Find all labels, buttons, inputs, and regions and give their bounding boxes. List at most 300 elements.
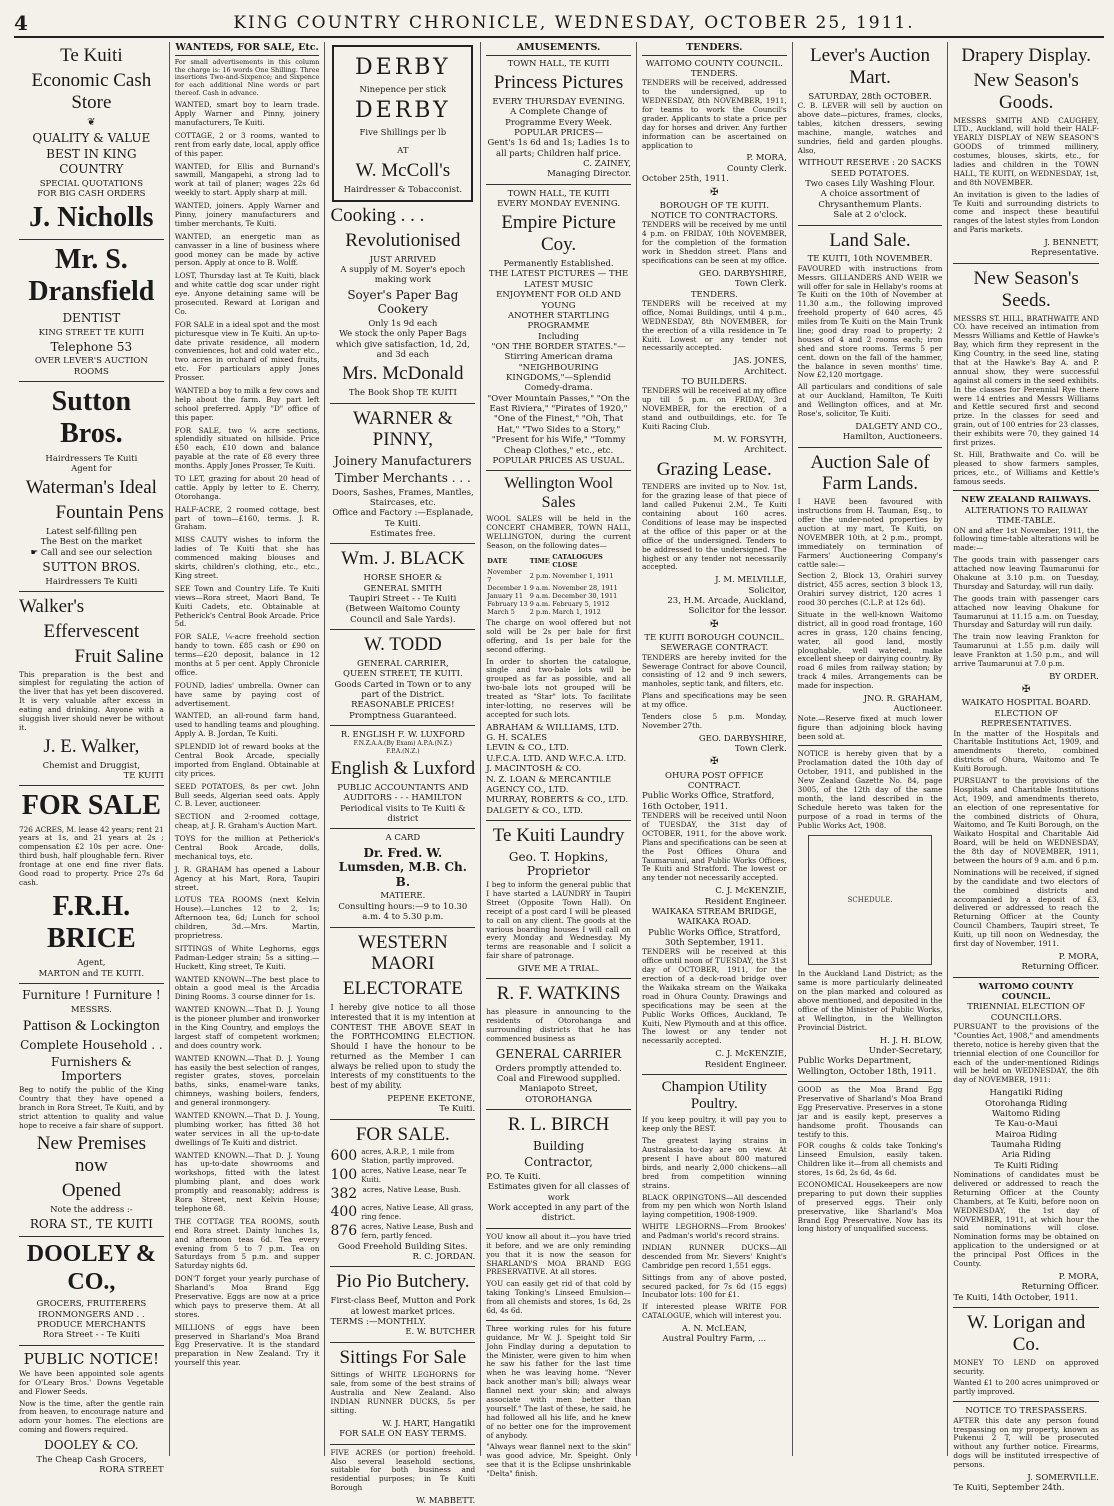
divider (19, 591, 164, 592)
table-cell: November 1, 1911 (552, 572, 614, 581)
ad-line: Representative. (1031, 248, 1099, 259)
ad-line: GEO. DARBYSHIRE, (698, 268, 787, 279)
ad-name: WARNER & PINNY, (352, 407, 453, 451)
ad-line: Managing Director. (547, 169, 631, 180)
ad-body: Nominations of candidates must be delivered or addressed to reach the Returning Officer at the County Chambers, at Te Kuiti, before noon on WEDNESDAY, the 1st day of NOVEMBER, 1911, at which hour the said nominations will close. Nomination forms may be obtained on application to the undersigned or at the principal Post Offices in the County. (953, 1170, 1099, 1269)
divider (486, 184, 631, 185)
classified-ad: WANTED, an all-round farm hand, used to handling teams and ploughing. Apply A. B. Jordan, Te Kuiti. (174, 711, 320, 739)
ad-body: 726 ACRES, M. lease 42 years; rent 21 years at 1s, and 21 years at 2s ; compensation £2 10s per acre. One-third bush, half ploughable fern. River frontage at one end fine river flats. Good road to property. Price 27s 6d cash. (19, 824, 164, 887)
ad-line: BOROUGH OF TE KUITI. (659, 200, 769, 211)
classified-ad: LOTUS TEA ROOMS (next Kelvin House).—Lunches 12 to 2, 1s; Afternoon tea, 6d; Lunch for school children, 3d.—Mrs. Martin, proprietress. (174, 895, 320, 940)
ad-line: Rora Street - - Te Kuiti (42, 1330, 140, 1341)
table-cell: March 1, 1912 (552, 608, 601, 617)
table-cell: February 5, 1912 (552, 600, 610, 609)
ad-body: Now is the time, after the gentle rain from heaven, to encourage nature and adorn your homes. The elections are coming and flowers required. (19, 1398, 164, 1435)
table-cell: 9 a.m. (529, 584, 551, 593)
classified-ad: COTTAGE, 2 or 3 rooms, wanted to rent from early date, local, apply office of this paper. (174, 130, 320, 158)
divider (798, 1081, 943, 1082)
for-sale-row (330, 1148, 475, 1166)
ad-line: TE KUITI, 10th NOVEMBER. (807, 254, 933, 265)
ad-line: A CARD (385, 833, 421, 844)
ad-line: TERMS :—MONTHLY. (330, 1316, 426, 1327)
ad-name: DOOLEY & CO. (44, 1438, 139, 1453)
ad-body: WOOL SALES will be held in the CONCERT CHAMBER, TOWN HALL, WELLINGTON, during the current Season, on the following dates— (486, 514, 631, 550)
ad-line: GENERAL SMITH (363, 583, 443, 594)
ad-line: OHURA POST OFFICE CONTRACT. (665, 770, 764, 792)
divider (798, 745, 943, 746)
ad-heading: W. Lorigan and Co. (967, 1312, 1086, 1355)
ad-line: WITHOUT RESERVE : 20 SACKS SEED POTATOES. (798, 158, 942, 179)
ad-line: The Best on the market (40, 537, 143, 548)
ad-line: MARTON and TE KUITI. (38, 968, 145, 979)
ad-name: Sutton Bros. (51, 386, 132, 450)
ad-line: Architect. (744, 366, 787, 377)
ad-body: An invitation is given to the ladies of Te Kuiti and surrounding districts to come and inspect these beautiful ranges of the latest styles from London and Paris markets. (953, 189, 1099, 235)
ad-line: Gent's 1s 6d and 1s; Ladies 1s to all parts; Children half price. (487, 138, 630, 159)
ad-line: PEPENE EKETONE, (387, 1093, 476, 1104)
ad-line: A Complete Change of Programme Every Week. (505, 107, 613, 128)
ad-body: MESSRS ST. HILL, BRATHWAITE AND CO. have received an intimation from Messrs Williams and Kettle of Hawke's Bay, which firm they represent in the King Country, in the seed line, stating that at the Hawke's Bay A. and P. annual show, they were successful against all comers in the seed exhibits. In the classes for Perennial Rye there were 14 entries and Messrs Williams and Kettle secured first and second prize. In the classes for seed and grain, out of 100 entries for 23 classes, their exhibits were 70, they gained 14 first prizes. (953, 313, 1099, 447)
ad-name: Wm. J. BLACK (341, 548, 465, 570)
ad-line: PUBLIC ACCOUNTANTS AND (337, 782, 469, 793)
ad-body: Sittings from any of above posted, secured packed, for 7s 6d (15 eggs) Incubator lots: 100 for £1. (641, 1272, 787, 1300)
ad-line: Office and Factory :—Esplanade, Te Kuiti. (332, 508, 474, 529)
column-heading: AMUSEMENTS. (486, 42, 631, 56)
riding-item: Taumaha Riding (991, 1140, 1062, 1151)
ad-line: Furnishers & Importers (50, 1054, 132, 1084)
ad-line: SEWERAGE CONTRACT. (660, 643, 769, 654)
ad-line: SUTTON BROS. (42, 560, 141, 575)
classified-ad: FOR SALE, two ¼ acre sections, splendidly situated on hillside. Price £50 each, £10 down and balance payable at the rate of £8 every three months. Apply Jones Prosser, Te Kuiti. (174, 425, 320, 471)
ad-line: Returning Officer. (1021, 1282, 1099, 1293)
ad-body: FOR coughs & colds take Tonking's Linseed Emulsion, easily taken. Children like it—from all chemists and stores, 1s 6d, 2s 6d, 4s 6d. (797, 1141, 943, 1178)
classified-ad: HALF-ACRE, 2 roomed cottage, best part of town—£160, terms. J. R. Graham. (174, 504, 320, 532)
acre-count: 400 (330, 1204, 358, 1221)
acre-desc: acres, A.R.P., 1 mile from Station, partly improved. (361, 1147, 455, 1166)
divider (330, 403, 475, 404)
divider (19, 983, 164, 984)
ad-line: Town Clerk. (734, 279, 787, 290)
ad-body: The train now leaving Frankton for Taumarunui at 1.55 p.m. daily will leave Frankton at 1.50 p.m., and will arrive Taumarunui at 7.0 p.m. (953, 632, 1099, 668)
ad-heading: Cooking . . . (330, 204, 425, 226)
classified-ad: THE COTTAGE TEA ROOMS, south end Rora street. Dainty lunches 1s, and afternoon teas 6d. Tea every evening from 5 to 7 p.m. Tea on Saturdays from 5 p.m. and supper Saturday nights 6d. (174, 1216, 320, 1271)
ad-body: TENDERS will be received at my office, Nomai Buildings, until 4 p.m., WEDNESDAY, 8th NOVEMBER, for the erection of a villa residence in Te Kuiti. Lowest or any tender not necessarily accepted. (641, 298, 787, 353)
ad-line: G. H. SCALES (486, 733, 548, 744)
ad-line: Permanently Established. (503, 259, 614, 270)
ad-body: AFTER this date any person found trespassing on my property, known as Pukenui 2 T, will be prosecuted without any further notice. Firearms, dogs will be instituted irrespective of persons. (953, 1415, 1099, 1470)
ad-line: C. ZAINEY, (583, 158, 631, 169)
ad-line: FOR SALE ON EASY TERMS. (339, 1429, 467, 1440)
ad-line: Latest self-filling pen (45, 526, 137, 537)
ad-heading: Drapery Display. (961, 45, 1091, 66)
ad-line: MATIERE. (380, 891, 426, 902)
ad-body: Wanted £1 to 200 acres unimproved or partly improved. (953, 1378, 1099, 1397)
ad-line: Agent, (77, 958, 106, 969)
ad-body: INDIAN RUNNER DUCKS—All descended from Mr. Sievers' Knight's Cambridge pen record 1,551 eggs. (641, 1242, 787, 1270)
classified-ad: MISS CAUTY wishes to inform the ladies of Te Kuiti that she has commenced making blouses and skirts, children's clothing, etc., etc., King street. (174, 535, 320, 580)
ad-line: GROCERS, FRUITERERS (36, 1299, 147, 1310)
ad-line: Te Kuiti, 14th October, 1911. (953, 1292, 1079, 1303)
ad-heading: Revolutionised (345, 229, 461, 251)
ad-body: If you keep poultry, it will pay you to keep only the BEST. (641, 1115, 787, 1134)
article-body: Three working rules for his future guidance, Mr W. J. Speight told Sir John Findlay during a deputation to the Minister, were given to him when he saw his father for the last time when he was leaving home. "Never back another man's bill; always wear flannel next your skin; and always associate with men better than yourself." The last of these, he said, he had followed all his life, and he knew of no better one for the improvement of anybody. (486, 1323, 631, 1440)
ad-heading: Te Kuiti Laundry (492, 825, 625, 846)
ad-line: C. J. McKENZIE, (715, 886, 787, 897)
ad-line: Consulting hours:—9 to 10.30 a.m. 4 to 5.30 p.m. (338, 901, 468, 923)
ad-heading: Walker's (19, 596, 85, 618)
ad-line: THE LATEST PICTURES — THE LATEST MUSIC (488, 269, 629, 290)
ad-line: KING STREET TE KUITI (38, 327, 145, 338)
crest-icon: ✠ (710, 756, 719, 768)
classified-ad: FOR SALE in a ideal spot and the most picturesque view in Te Kuiti. An up-to-date private residence, all modern conveniences, hot and cold water etc., two acres in orchard of mixed fruits, etc. For particulars apply Jones Prosser. (174, 319, 320, 383)
derby-ad (332, 45, 473, 202)
ad-body: St. Hill, Brathwaite and Co. will be pleased to show farmers samples, prices, etc., of Williams and Kettle's famous seeds. (953, 449, 1099, 486)
ad-line: Hairdresser & Tobacconist. (343, 184, 463, 195)
ad-line: LEVIN & CO., LTD. (486, 743, 569, 754)
ad-name: Mr. S. Dransfield (28, 243, 155, 307)
divider (19, 381, 164, 382)
table-header (486, 554, 631, 570)
ad-line: C. J. McKENZIE, (715, 1049, 787, 1060)
ad-line: JNO. R. GRAHAM, (863, 694, 943, 704)
crest-icon: ✠ (710, 618, 719, 630)
column-1 (14, 42, 170, 1476)
ad-line: Public Works Office, Stratford, 16th October, 1911. (641, 791, 775, 812)
riding-item: Hangatiki Riding (989, 1088, 1063, 1099)
ad-line: WAIKATO HOSPITAL BOARD. (961, 698, 1091, 709)
ad-body: In the Auckland Land District; as the same is more particularly delineated on the plan marked and coloured as above mentioned, and deposited in the office of the Minister of Public Works, at Wellington, in the Wellington Provincial District. (797, 969, 943, 1032)
ad-line: ENJOYMENT FOR OLD AND YOUNG (496, 290, 621, 311)
for-sale-row (330, 1167, 475, 1185)
divider (330, 1342, 475, 1343)
ad-line: QUEEN STREET, TE KUITI. (342, 669, 463, 680)
table-header-cell: DATE (487, 556, 508, 565)
masthead-title: KING COUNTRY CHRONICLE, WEDNESDAY, OCTOBER 25, 1911. (233, 13, 915, 33)
ad-line: Public Works Office, Stratford, 30th September, 1911. (648, 927, 781, 949)
ad-heading: Sittings For Sale (339, 1346, 467, 1368)
ad-line: First-class Beef, Mutton and Pork at lowest market prices. (330, 1296, 476, 1317)
ad-body: has pleasure in announcing to the residents of Otorohanga and surrounding districts that he has commenced business as (486, 1007, 631, 1043)
column-5 (637, 42, 793, 1456)
classified-ad: WANTED, smart boy to learn trade. Apply Warner and Pinny, joinery manufacturers, Te Kuiti. (174, 100, 320, 127)
ad-heading: WESTERN MAORI (357, 931, 448, 975)
classified-ad: FOR SALE, ¼-acre freehold section handy to town. £85 cash or £90 on terms—£20 deposit, balance in 12 months at 5 per cent. Apply Chronicle office. (174, 632, 320, 677)
ad-body: TENDERS will be received until Noon of TUESDAY, the 31st day of OCTOBER, 1911, for the above work. Plans and specifications can be seen at the Post Offices Ohura and Taumarunui, and Public Works Offices, Te Kuiti and Stratford. The lowest or any tender not necessarily accepted. (641, 811, 787, 883)
riding-item: Te Kau-o-Maui (994, 1119, 1058, 1130)
ad-heading: Waterman's Ideal (25, 477, 157, 499)
riding-item: Aria Riding (1001, 1150, 1051, 1161)
ad-line: H. J. H. BLOW, (879, 1035, 943, 1046)
ad-body: TENDERS are hereby invited for the Sewerage Contract for above Council, consisting of 12 and 9 inch sewers, manholes, septic tank, and filters, etc. (641, 652, 787, 689)
ad-heading: Auction Sale of Farm Lands. (810, 451, 930, 495)
ad-heading: DERBY (355, 55, 451, 80)
ad-line: Under-Secretary, (868, 1046, 943, 1056)
divider (330, 1444, 475, 1445)
riding-item: Waitomo Riding (992, 1108, 1061, 1119)
divider (19, 239, 164, 240)
ad-line: WAITOMO COUNTY COUNCIL. (978, 981, 1074, 1002)
ad-line: Complete Household . . (20, 1038, 163, 1053)
ad-line: WAIKAKA STREAM BRIDGE, WAIKAKA ROAD. (651, 906, 777, 928)
ad-heading: ELECTORATE (342, 978, 463, 1000)
ad-line: P. MORA, (1058, 951, 1099, 962)
ad-heading: Champion Utility Poultry. (661, 1078, 768, 1113)
divider (642, 1074, 787, 1075)
ad-line: Architect. (744, 445, 787, 456)
ad-line: REASONABLE PRICES! (351, 700, 455, 711)
ad-line: Estimates free. (370, 528, 436, 539)
column-7 (948, 42, 1104, 1494)
ad-line: QUALITY & VALUE (32, 130, 151, 145)
ad-name: Pattison & Lockington (23, 1017, 160, 1034)
ad-body: If interested please WRITE FOR CATALOGUE, which will interest you. (641, 1302, 787, 1321)
ad-heading: DERBY (355, 98, 451, 124)
ad-line: POPULAR PRICES— (514, 127, 603, 138)
ad-line: ABRAHAM & WILLIAMS, LTD. (486, 722, 619, 733)
ad-body: C. B. LEVER will sell by auction on above date—pictures, frames, clocks, tables, kitchen dressers, sewing machine, mangle, watches and sundries, field and garden ploughs. Also, (797, 101, 943, 155)
page-number: 4 (14, 11, 28, 35)
ad-line: Promptness Guaranteed. (349, 710, 457, 721)
ad-body: Plans and specifications may be seen at my office. (641, 691, 787, 710)
ad-body: TENDERS will be received at this office until noon of TUESDAY, the 31st day of OCTOBER, 1911, for the erection of a deck-road bridge over the Waikaka stream on the Waikaka road in Ohura County. Drawings and specifications may be seen at the Public Works Offices, Auckland, Te Kuiti, New Plymouth and at this office. The lowest or any tender not necessarily accepted. (641, 947, 787, 1046)
ad-body: MESSRS SMITH AND CAUGHEY, LTD., Auckland, will hold their HALF-YEARLY DISPLAY of NEW SEASON'S GOODS of trimmed millinery, costumes, blouses, skirts, etc., for ladies and children in the TOWN HALL, TE KUITI, on WEDNESDAY, 1st, and 8th NOVEMBER. (953, 115, 1099, 187)
ad-line: NEW ZEALAND RAILWAYS. (961, 495, 1092, 506)
ad-body: The greatest laying strains in Australasia to-day are on view. At present I have about 800 matured birds, and nearly 2,000 chickens—all bred from competition winning strains. (641, 1136, 787, 1190)
table-cell: March 5 (487, 608, 515, 617)
ad-line: Good Freehold Building Sites. (338, 1241, 468, 1252)
classified-ad: SITTINGS of White Leghorns, eggs Padman-Ledger strain; 5s a sitting.—Huckett, King street, Te Kuiti. (174, 943, 320, 971)
column-intro: For small advertisements in this column the charge is: 16 words One Shilling. Three insertions Two-and-Sixpence; and Sixpence for each additional Nine words or part thereof. Cash in advance. (174, 57, 320, 98)
classified-ad: WANTED, joiners. Apply Warner and Pinny, joinery manufacturers and timber merchants, Te Kuiti. (174, 201, 320, 228)
table-cell: December 1 (487, 584, 528, 593)
ad-heading: Empire Picture Coy. (501, 212, 616, 256)
column-6 (793, 42, 949, 1456)
riding-item: Mairoa Riding (995, 1129, 1058, 1140)
acre-desc: acres, Native Lease, All grass, ring fence. (361, 1203, 474, 1221)
ad-line: Hairdressers Te Kuiti (45, 576, 138, 587)
ad-line: GIVE ME A TRIAL. (517, 964, 600, 975)
ad-line: AT (397, 146, 409, 157)
table-row (486, 569, 631, 585)
ad-heading: Pio Pio Butchery. (336, 1271, 470, 1293)
ad-line: Te Kuiti, September 24th. (953, 1483, 1065, 1494)
pointing-hand-icon: ☛ (30, 547, 39, 558)
classified-ad: WANTED KNOWN—The best place to obtain a good meal is the Arcadia Dining Rooms. 3 course dinner for 1s. (174, 974, 320, 1002)
classified-ad: WANTED, an energetic man as canvasser in a line of business where good money can be made by active person. Apply at once to B. Wolff. (174, 231, 320, 268)
ad-heading: FOR SALE (21, 790, 161, 822)
classified-ad: TOYS for the million at Petherick's Central Book Arcade, dolls, mechanical toys, etc. (174, 834, 320, 861)
ad-line: P. MORA, (1058, 1271, 1099, 1282)
table-body (486, 569, 631, 617)
ad-line: MURRAY, ROBERTS & CO., LTD. (486, 795, 629, 806)
ad-body: TENDERS are invited up to Nov. 1st, for the grazing lease of that piece of land called Pukenui 2.M., Te Kuiti containing about 160 acres. Conditions of lease may be inspected at the office of this paper or at the office of the undersigned. Tenders to be addressed to the undersigned. The highest or any tender not necessarily accepted. (641, 482, 787, 572)
acre-count: 876 (330, 1222, 358, 1239)
ad-line: The Cheap Cash Grocers, (36, 1454, 147, 1465)
table-cell: November 7 (487, 568, 522, 585)
ad-line (19, 548, 164, 558)
ad-line: BY ORDER. (1049, 671, 1099, 682)
ad-heading: New Season's Goods. (973, 69, 1079, 113)
crest-icon: ✠ (1022, 684, 1031, 696)
ad-line: W. MABBETT. (416, 1496, 476, 1506)
ad-body: MONEY TO LEND on approved security. (953, 1357, 1099, 1376)
table-row (486, 609, 631, 617)
classified-ad: WANTED, for Ellis and Burnand's sawmill, Mangapehi, a strong lad to work at tail of planer; wages 22s 6d weekly to start. Apply sharp at mill. (174, 161, 320, 198)
ad-name: Mrs. McDonald (342, 363, 464, 385)
for-sale-row (330, 1223, 475, 1241)
ad-line: IRONMONGERS AND . . (38, 1309, 145, 1320)
divider (19, 1236, 164, 1237)
ad-heading: FOR SALE. (355, 1123, 450, 1145)
ad-body: BLACK ORPINGTONS—All descended from my pen which won North Island laying competition, 1908-1909. (641, 1192, 787, 1220)
ad-line: N. Z. LOAN & MERCANTILE AGENCY CO., LTD. (486, 774, 612, 795)
table-cell: 9 a.m. (529, 592, 551, 601)
divider (486, 978, 631, 979)
ad-line: JAS. JONES, (733, 356, 787, 367)
ad-line: Solicitor for the lessor. (688, 606, 787, 617)
ad-line: ANOTHER STARTLING PROGRAMME (507, 310, 610, 332)
ad-line: JUST ARRIVED (369, 254, 436, 265)
ad-line: Work accepted in any part of the district. (487, 1203, 630, 1224)
ad-name: J. Nicholls (29, 202, 154, 234)
divider (330, 543, 475, 544)
ad-line: GENERAL CARRIER, (357, 658, 449, 669)
column-3 (325, 42, 481, 1506)
ad-line: Geo. T. Hopkins, Proprietor (508, 849, 609, 879)
masthead-bar (14, 10, 1104, 38)
ad-line: Orders promptly attended to. Coal and Firewood supplied. (495, 1063, 622, 1084)
divider (798, 447, 943, 448)
divider (330, 927, 475, 928)
ad-heading: Economic Cash Store (31, 69, 152, 113)
ad-heading: Opened (61, 1180, 121, 1202)
ad-line: EVERY MONDAY EVENING. (497, 199, 621, 210)
columns (14, 42, 1104, 1506)
column-4 (481, 42, 637, 1479)
ad-line: ELECTION OF REPRESENTATIVES. (980, 708, 1072, 730)
ad-line: J. BENNETT, (1044, 238, 1099, 249)
divider (953, 263, 1099, 264)
ad-line: Te Kuiti. (439, 1104, 476, 1115)
ad-line: Hamilton, Auctioneers. (842, 432, 943, 443)
classified-ad: FOUND, ladies' umbrella. Owner can have same by paying cost of advertisement. (174, 680, 320, 708)
ad-line: GEO. DARBYSHIRE, (698, 733, 787, 744)
classified-ad: WANTED KNOWN.—That D. J. Young has easily the best selection of ranges, register grates, stoves, porcelain baths, sinks, enamel-ware tanks, chimneys, washing boilers, fenders, and general ironmongery. (174, 1053, 320, 1108)
ad-line: A. N. McLEAN, (681, 1324, 747, 1335)
ad-line: TENDERS. (690, 289, 738, 300)
ad-line: Two cases Lily Washing Flour. (805, 179, 935, 190)
divider (798, 225, 943, 226)
classified-ad: DON'T forget your yearly purchase of Sharland's Moa Brand Egg Preservative. Eggs are now at a price which pays to preserve them. At all stores. (174, 1274, 320, 1319)
ad-line: J. SOMERVILLE. (1027, 1472, 1099, 1483)
table-cell: 2 p.m. (529, 572, 551, 581)
ad-name: W. McColl's (355, 159, 451, 181)
ornament-icon: ❦ (87, 116, 96, 128)
ad-line: P.O. Te Kuiti. (486, 1172, 541, 1183)
table-cell: 2 p.m. (529, 608, 551, 617)
wool-sales-table (486, 554, 631, 617)
ad-line: GENERAL CARRIER (495, 1046, 622, 1061)
crest-icon: ✠ (710, 186, 719, 198)
column-heading: WANTEDS, FOR SALE, Etc. (175, 42, 320, 56)
classified-ad: MILLIONS of eggs have been preserved in Sharland's Moa Brand Egg Preservative. It is the standard preparation in New Zealand. Try it yourself this year. (174, 1322, 320, 1368)
ad-line: Chemist and Druggist, (42, 760, 141, 771)
ad-body: TENDERS will be received by me until 4 p.m. on FRIDAY, 10th NOVEMBER, for the completion of the formation work in Sheddon street. Plans and specifications can be seen at my office. (641, 220, 787, 265)
divider (953, 490, 1099, 491)
ad-line-text: Call and see our selection (40, 547, 153, 558)
ad-line: Timber Merchants . . . (334, 470, 471, 485)
classified-ad: J. R. GRAHAM has opened a Labour Agency at his Mart, Rora, Taupiri street. (174, 864, 320, 892)
divider (330, 725, 475, 726)
table-cell: January 11 (487, 592, 524, 601)
ad-body: TENDERS will be received, addressed to the undersigned, up to WEDNESDAY, 8th NOVEMBER, 1911, for teams to work the Council's grader. Applicants to state a price per day for horses and driver. Any further information can be ascertained on application to (641, 78, 787, 150)
ad-line: Sale at 2 o'clock. (833, 210, 907, 221)
ad-heading: Fountain Pens (55, 502, 164, 524)
ad-body: I beg to inform the general public that I have started a LAUNDRY in Taupiri Street (Opposite Town Hall). On receipt of a post card I will be pleased to call on any client. The goods at the various boarding houses I will call on every Monday and Wednesday. My terms are reasonable and I solicit a fair share of patronage. (486, 880, 631, 961)
ad-line: PRODUCE MERCHANTS (36, 1319, 146, 1330)
acre-count: 100 (330, 1167, 358, 1184)
ad-body: Nominations will be received, if signed by the candidate and two electors of the combined districts and accompanied by a deposit of £3, delivered or addressed to reach the Returning Officer at the County Council Chambers, Taupiri street, Te Kuiti, up till noon on Wednesday, the first day of November, 1911. (953, 867, 1099, 948)
table-header-cell: TIME (529, 556, 550, 565)
ad-line: Estimates given for all classes of work (487, 1182, 630, 1203)
riding-item: Otorohanga Riding (985, 1098, 1068, 1109)
ad-line: BEST IN KING COUNTRY (46, 147, 137, 176)
ad-heading: Wellington Wool Sales (504, 475, 613, 511)
ad-name: F.R.H. BRICE (47, 890, 136, 954)
divider (486, 820, 631, 821)
ad-body: Sittings of WHITE LEGHORNS for sale, from some of the best strains of Australia and New Zealand. Also INDIAN RUNNER DUCKS, 5s per sitting. (330, 1370, 476, 1415)
schedule-table (808, 835, 933, 965)
ad-line: Public Works Department, (797, 1056, 912, 1067)
divider (953, 1401, 1099, 1402)
ad-line: TRIENNIAL ELECTION OF COUNCILLORS. (967, 1002, 1086, 1023)
ad-line: "ON THE BORDER STATES."—Stirring American drama (491, 341, 626, 363)
ad-line: "Over Mountain Passes," "On the East Riviera," "Pirates of 1920," "One of the Finest," "Oh, That Hat," "Two Sides to a Story," "Present for his Wife," "Tommy Cheap Clothes," etc., etc. (487, 393, 630, 456)
ad-line: AUDITORS - - - HAMILTON (343, 793, 463, 804)
ad-line: TE KUITI (123, 771, 164, 782)
divider (486, 1320, 631, 1321)
ad-line: TOWN HALL, TE KUITI (507, 188, 610, 199)
ad-line: Taupiri Street - - Te Kuiti (349, 593, 457, 604)
classified-ad: SECTION and 2-roomed cottage, cheap, at J. R. Graham's Auction Mart. (174, 812, 320, 831)
ad-line: U.F.C.A. LTD. AND W.F.C.A. LTD. (486, 753, 627, 764)
ad-line: NOTICE TO CONTRACTORS. (650, 211, 778, 222)
ad-name: R. F. WATKINS (496, 983, 621, 1005)
ad-line: Hairdressers Te Kuiti (45, 453, 138, 464)
ad-name: J. E. Walker, (43, 735, 140, 757)
divider (486, 1109, 631, 1110)
ad-line: Resident Engineer. (704, 896, 787, 907)
ad-line: Maniapoto Street, OTOROHANGA (519, 1084, 598, 1105)
ad-name: English & Luxford (330, 757, 476, 779)
ad-line: Soyer's Paper Bag Cookery (347, 287, 459, 317)
ad-line: The Book Shop TE KUITI (348, 388, 457, 399)
classified-ad: LOST, Thursday last at Te Kuiti, black and white cattle dog scar under right eye. Anyone detaining same will be prosecuted. Reward at Lorigan and Co. (174, 271, 320, 316)
ad-line: DALGETY & CO., LTD. (486, 805, 583, 816)
acre-desc: acres, Native Lease, Bush. (362, 1184, 461, 1194)
ad-line: TO BUILDERS. (681, 377, 747, 387)
ad-body: ON and after 1st November, 1911, the following time-table alterations will be made:— (953, 525, 1099, 553)
ad-line: Periodical visits to Te Kuiti & district (340, 803, 466, 824)
article-body: "Always wear flannel next to the skin" was good advice, Mr. Speight. Only see that it is the Eclipse unshrinkable "Delta" finish. (486, 1442, 631, 1479)
ad-body: FAVOURED with instructions from Messrs. GILLANDERS AND WEIR we will offer for sale in Hellaby's rooms at Te Kuiti on the 10th of November at 11.30 a.m., the following improved freehold property of 640 acres, 45 miles from Te Kuiti on the Main Trunk line; good dray road to property; 2 houses of 4 and 2 rooms each; iron shed and store rooms. Terms 5 per cent. down on the fall of the hammer, the balance in seven months' time. Now £2,120 mortgage. (797, 263, 943, 380)
ad-line: Auctioneer. (893, 704, 943, 715)
ad-body: In order to shorten the catalogue, single and two-bale lots will be grouped as far as possible, and all two-bale lots not grouped will be treated as "Star" lots. To facilitate inter-lotting, no reserves will be accepted for such lots. (486, 656, 631, 719)
table-cell: 9 a.m. (529, 600, 551, 609)
classified-ad: WANTED KNOWN.—That D. J. Young, plumbing worker, has fitted 38 hot water services in all the up-to-date dwellings of Te Kuiti and district. (174, 1111, 320, 1147)
ad-body: NOTICE is hereby given that by a Proclamation dated the 10th day of October, 1911, and published in the New Zealand Gazette No. 84, page 3005, of the 12th day of the same month, the land described in the Schedule hereto was taken for the purpose of a road in terms of the Public Works Act, 1908. (797, 749, 943, 830)
ad-line: "NEIGHBOURING KINGDOMS,"—Splendid Comedy-drama. (505, 362, 612, 394)
